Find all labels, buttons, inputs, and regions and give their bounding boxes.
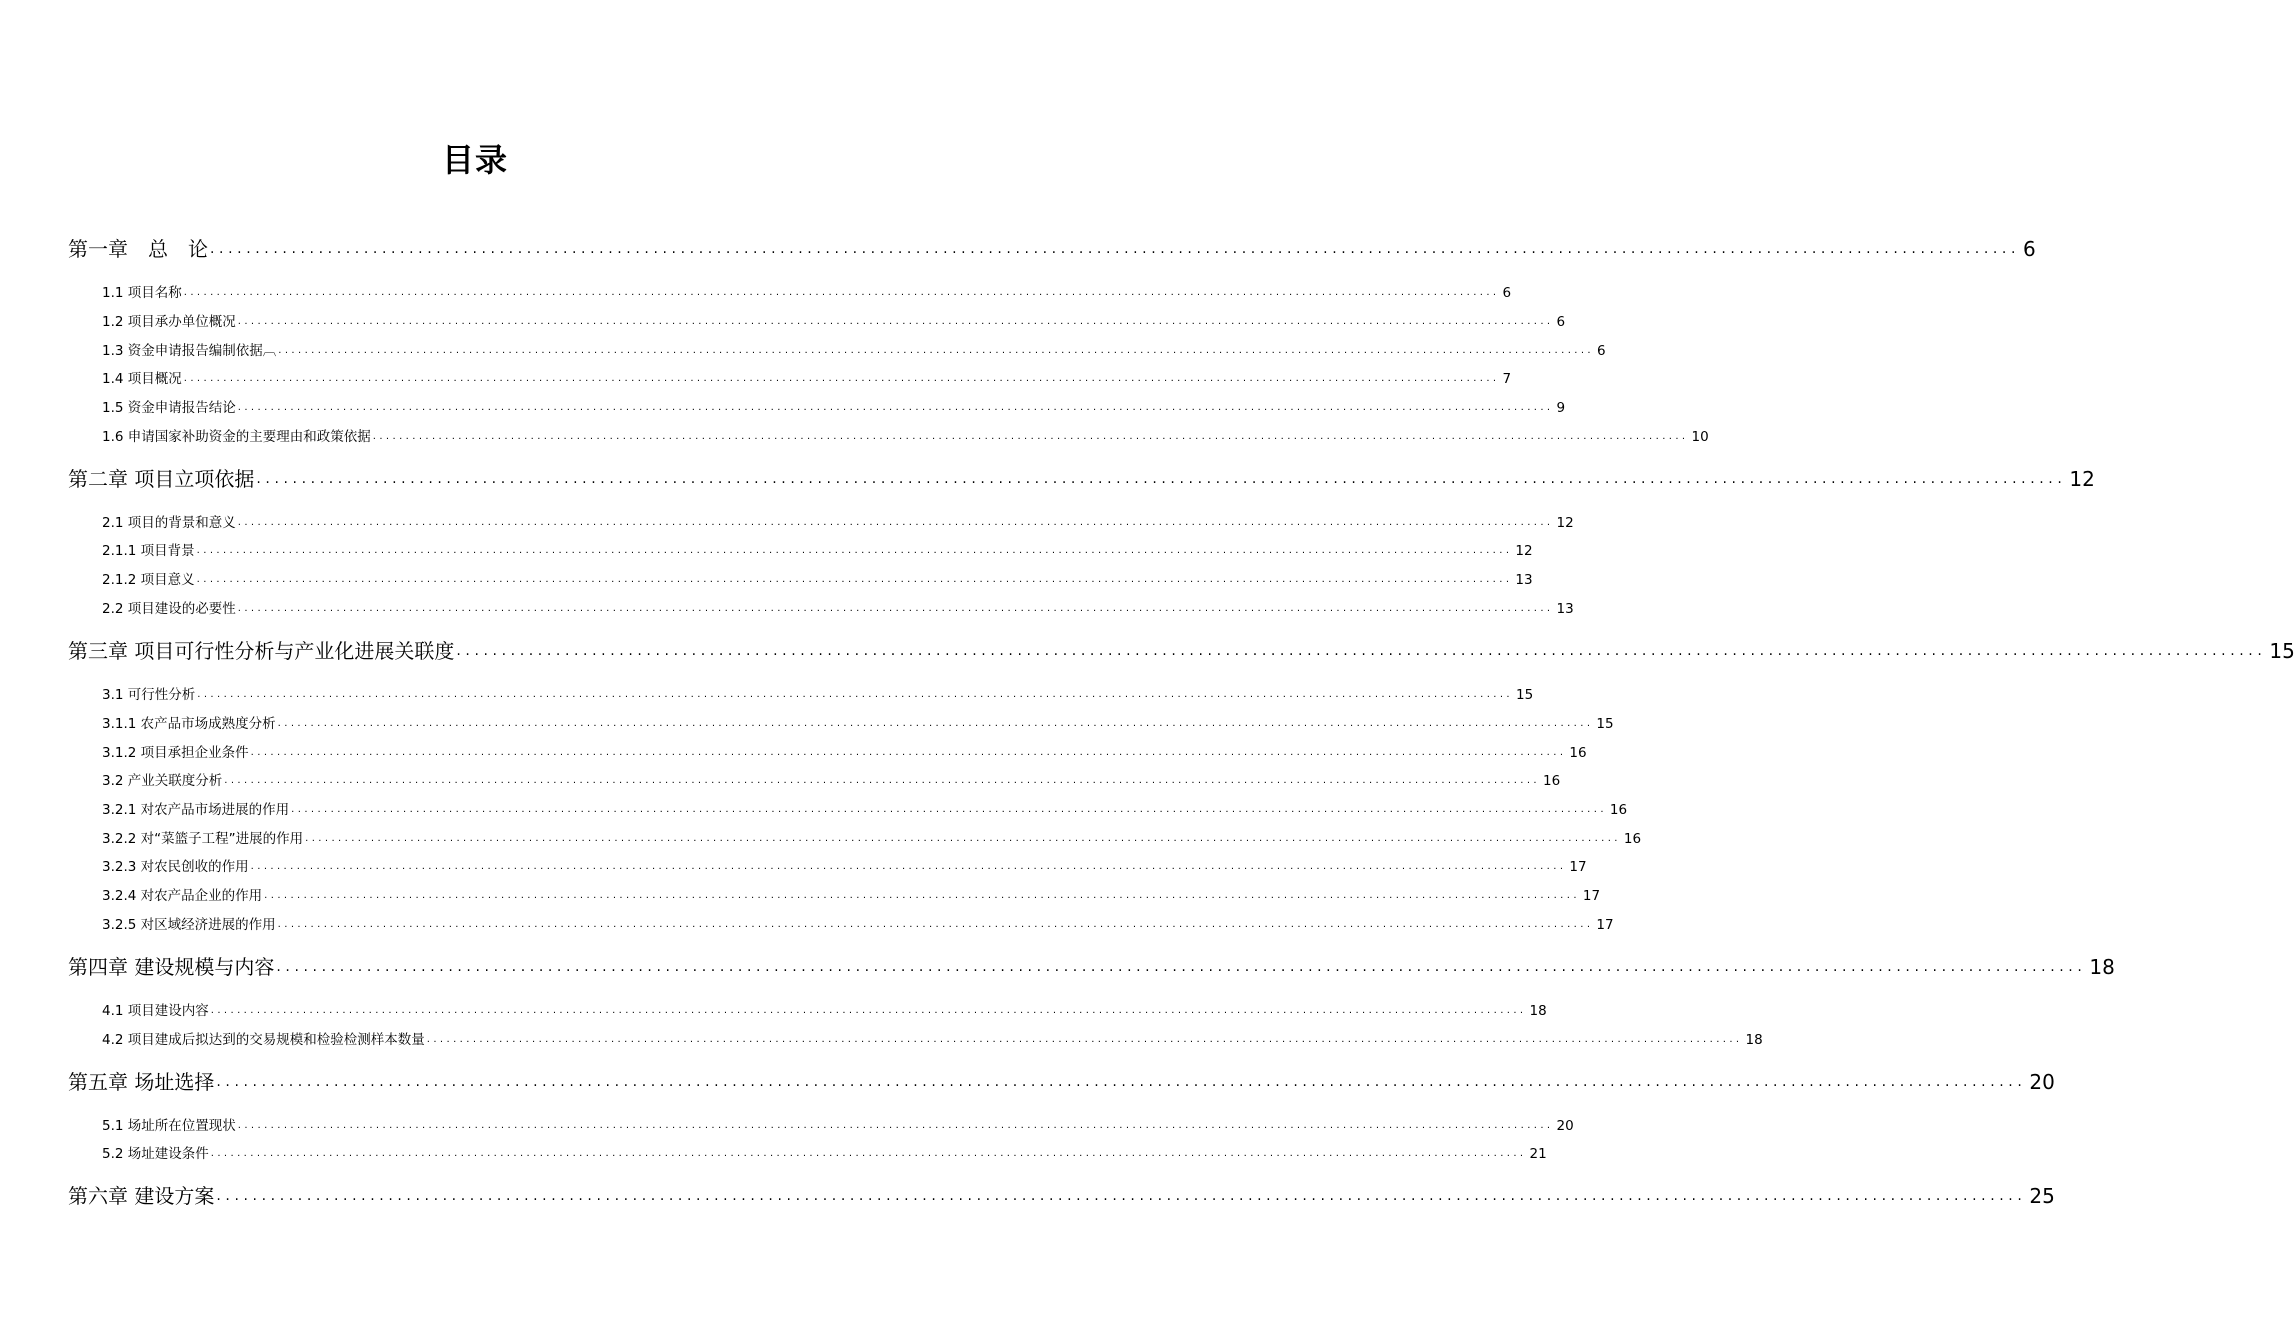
toc-chapter-entry[interactable] <box>68 952 2115 982</box>
toc-leader-dots: ........................................................................................................................................................................................................ <box>224 775 1541 786</box>
toc-page-number: 18 <box>1745 1032 1763 1048</box>
toc-entry-label: 3.2.1 对农产品市场进展的作用 <box>102 802 290 818</box>
toc-page-number: 15 <box>1596 716 1614 732</box>
toc-leader-dots: ........................................................................................................................................................................................................ <box>196 574 1513 585</box>
toc-entry-label: 4.2 项目建成后拟达到的交易规模和检验检测样本数量 <box>102 1032 425 1048</box>
toc-entry-label: 1.4 项目概况 <box>102 371 182 387</box>
toc-entry-label: 1.1 项目名称 <box>102 285 182 301</box>
toc-chapter-entry[interactable] <box>68 636 2295 666</box>
toc-entry-label: 4.1 项目建设内容 <box>102 1003 209 1019</box>
toc-leader-dots: ........................................................................................................................................................................................................ <box>237 1120 1554 1131</box>
toc-page-number: 25 <box>2029 1184 2055 1208</box>
toc-page-number: 6 <box>2023 237 2036 261</box>
toc-page-number: 18 <box>1529 1003 1547 1019</box>
toc-section-entry[interactable] <box>102 1116 1574 1136</box>
toc-page-number: 12 <box>1556 515 1574 531</box>
toc-leader-dots: ........................................................................................................................................................................................................ <box>250 747 1567 758</box>
toc-section-entry[interactable] <box>102 800 1628 820</box>
toc-chapter-entry[interactable] <box>68 464 2095 494</box>
toc-leader-dots: ........................................................................................................................................................................................................ <box>277 718 1594 729</box>
toc-section-entry[interactable] <box>102 369 1512 389</box>
toc-leader-dots: ........................................................................................................................................................................................................ <box>250 861 1567 872</box>
toc-entry-label: 3.1.2 项目承担企业条件 <box>102 745 249 761</box>
toc-leader-dots: ........................................................................................................................................................................................................ <box>237 517 1554 528</box>
toc-leader-dots: ........................................................................................................................................................................................................ <box>197 689 1514 700</box>
toc-page-number: 15 <box>2269 639 2295 663</box>
toc-section-entry[interactable] <box>102 513 1574 533</box>
toc-page-number: 9 <box>1556 400 1566 416</box>
toc-section-entry[interactable] <box>102 570 1533 590</box>
toc-section-entry[interactable] <box>102 857 1587 877</box>
toc-page-number: 18 <box>2089 955 2115 979</box>
toc-leader-dots: ........................................................................................................................................................................................................ <box>456 643 2267 659</box>
toc-section-entry[interactable] <box>102 398 1566 418</box>
toc-leader-dots: ........................................................................................................................................................................................................ <box>237 316 1554 327</box>
toc-page-number: 20 <box>2029 1070 2055 1094</box>
toc-page-number: 15 <box>1516 687 1534 703</box>
toc-leader-dots: ........................................................................................................................................................................................................ <box>291 804 1607 815</box>
toc-leader-dots: ........................................................................................................................................................................................................ <box>256 471 2067 487</box>
toc-entry-label: 1.5 资金申请报告结论 <box>102 400 236 416</box>
toc-page-number: 21 <box>1529 1146 1547 1162</box>
toc-entry-label: 2.1.1 项目背景 <box>102 543 195 559</box>
toc-section-entry[interactable] <box>102 1144 1547 1164</box>
toc-section-entry[interactable] <box>102 1001 1547 1021</box>
toc-section-entry[interactable] <box>102 685 1534 705</box>
toc-entry-label: 2.1.2 项目意义 <box>102 572 195 588</box>
toc-leader-dots: ........................................................................................................................................................................................................ <box>276 959 2087 975</box>
toc-page-number: 13 <box>1515 572 1533 588</box>
toc-leader-dots: ........................................................................................................................................................................................................ <box>210 241 2021 257</box>
toc-leader-dots: ........................................................................................................................................................................................................ <box>183 373 1500 384</box>
toc-entry-label: 第三章 项目可行性分析与产业化进展关联度 <box>68 639 455 663</box>
toc-leader-dots: ........................................................................................................................................................................................................ <box>196 545 1513 556</box>
toc-entry-label: 第五章 场址选择 <box>68 1070 215 1094</box>
toc-page-number: 17 <box>1596 917 1614 933</box>
toc-leader-dots: ........................................................................................................................................................................................................ <box>278 345 1595 356</box>
toc-section-entry[interactable] <box>102 1030 1763 1050</box>
toc-entry-label: 5.2 场址建设条件 <box>102 1146 209 1162</box>
toc-leader-dots: ........................................................................................................................................................................................................ <box>216 1188 2027 1204</box>
toc-section-entry[interactable] <box>102 427 1709 447</box>
toc-entry-label: 3.1.1 农产品市场成熟度分析 <box>102 716 276 732</box>
toc-leader-dots: ........................................................................................................................................................................................................ <box>264 890 1580 901</box>
toc-section-entry[interactable] <box>102 283 1512 303</box>
toc-section-entry[interactable] <box>102 599 1574 619</box>
toc-section-entry[interactable] <box>102 714 1614 734</box>
toc-page-number: 16 <box>1569 745 1587 761</box>
toc-page-number: 20 <box>1556 1118 1574 1134</box>
toc-page-number: 12 <box>2069 467 2095 491</box>
toc-leader-dots: ........................................................................................................................................................................................................ <box>237 402 1554 413</box>
toc-page-number: 13 <box>1556 601 1574 617</box>
toc-entry-label: 第四章 建设规模与内容 <box>68 955 275 979</box>
toc-section-entry[interactable] <box>102 312 1566 332</box>
toc-leader-dots: ........................................................................................................................................................................................................ <box>183 287 1500 298</box>
toc-leader-dots: ........................................................................................................................................................................................................ <box>216 1074 2027 1090</box>
toc-section-entry[interactable] <box>102 915 1614 935</box>
toc-page-number: 7 <box>1502 371 1512 387</box>
toc-entry-label: 3.2 产业关联度分析 <box>102 773 223 789</box>
toc-entry-label: 3.2.5 对区域经济进展的作用 <box>102 917 276 933</box>
toc-section-entry[interactable] <box>102 743 1587 763</box>
toc-entry-label: 3.2.4 对农产品企业的作用 <box>102 888 263 904</box>
toc-leader-dots: ........................................................................................................................................................................................................ <box>210 1148 1527 1159</box>
toc-section-entry[interactable] <box>102 771 1561 791</box>
toc-entry-label: 1.3 资金申请报告编制依据︹ <box>102 343 277 359</box>
toc-leader-dots: ........................................................................................................................................................................................................ <box>372 431 1689 442</box>
toc-leader-dots: ........................................................................................................................................................................................................ <box>277 919 1594 930</box>
toc-page-number: 17 <box>1582 888 1601 904</box>
toc-chapter-entry[interactable] <box>68 1181 2055 1211</box>
toc-page-number: 6 <box>1556 314 1566 330</box>
toc-page-number: 6 <box>1597 343 1606 359</box>
toc-leader-dots: ........................................................................................................................................................................................................ <box>210 1005 1527 1016</box>
toc-section-entry[interactable] <box>102 886 1601 906</box>
toc-page-number: 17 <box>1569 859 1587 875</box>
toc-entry-label: 第六章 建设方案 <box>68 1184 215 1208</box>
toc-page-number: 10 <box>1691 429 1709 445</box>
toc-page-number: 12 <box>1515 543 1533 559</box>
page-title: 目录 <box>441 141 508 179</box>
toc-leader-dots: ........................................................................................................................................................................................................ <box>426 1034 1743 1045</box>
toc-entry-label: 2.1 项目的背景和意义 <box>102 515 236 531</box>
toc-entry-label: 1.2 项目承办单位概况 <box>102 314 236 330</box>
toc-section-entry[interactable] <box>102 541 1533 561</box>
toc-section-entry[interactable] <box>102 829 1642 849</box>
toc-section-entry[interactable] <box>102 341 1606 361</box>
toc-entry-label: 第二章 项目立项依据 <box>68 467 255 491</box>
toc-page-number: 16 <box>1623 831 1642 847</box>
toc-page-number: 6 <box>1502 285 1512 301</box>
toc-chapter-entry[interactable] <box>68 234 2036 264</box>
toc-entry-label: 3.2.3 对农民创收的作用 <box>102 859 249 875</box>
toc-entry-label: 2.2 项目建设的必要性 <box>102 601 236 617</box>
toc-entry-label: 3.1 可行性分析 <box>102 687 196 703</box>
toc-leader-dots: ........................................................................................................................................................................................................ <box>237 603 1554 614</box>
toc-entry-label: 5.1 场址所在位置现状 <box>102 1118 236 1134</box>
toc-entry-label: 第一章 总 论 <box>68 237 208 261</box>
toc-leader-dots: ........................................................................................................................................................................................................ <box>305 833 1621 844</box>
toc-page-number: 16 <box>1543 773 1561 789</box>
toc-entry-label: 3.2.2 对“菜篮子工程”进展的作用 <box>102 831 304 847</box>
toc-chapter-entry[interactable] <box>68 1067 2055 1097</box>
toc-page-number: 16 <box>1609 802 1628 818</box>
toc-entry-label: 1.6 申请国家补助资金的主要理由和政策依据 <box>102 429 371 445</box>
